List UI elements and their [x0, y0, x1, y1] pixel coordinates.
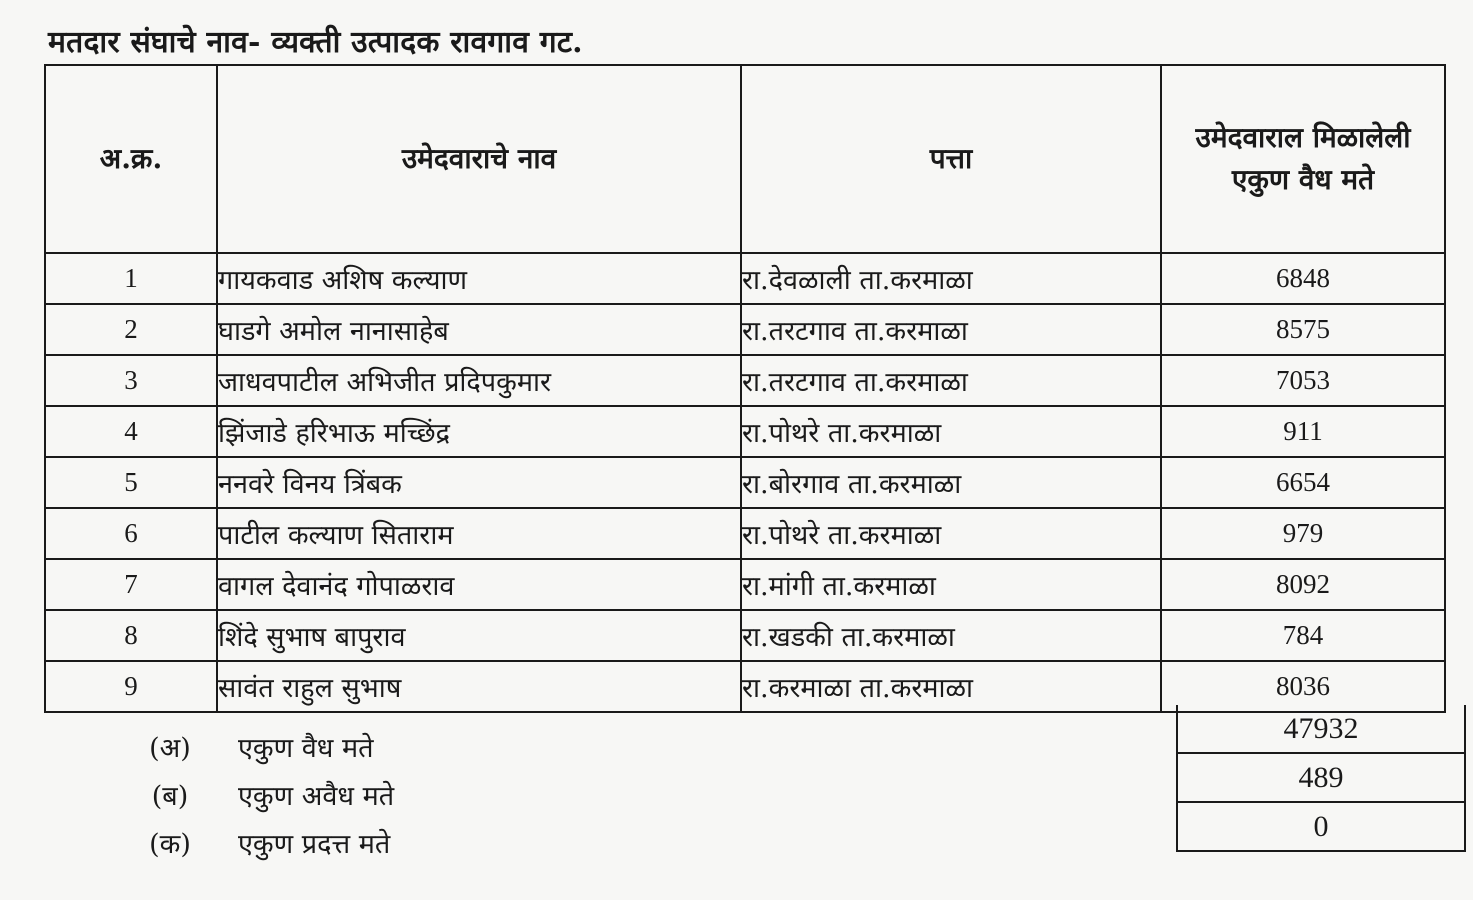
candidate-name-cell: सावंत राहुल सुभाष [217, 661, 741, 712]
serial-cell: 1 [45, 253, 217, 304]
constituency-title: मतदार संघाचे नाव- व्यक्ती उत्पादक रावगाव गट. [48, 25, 583, 60]
table-row [45, 253, 1445, 304]
total-valid-votes: 47932 [1177, 705, 1465, 753]
votes-cell: 8575 [1161, 304, 1445, 355]
votes-cell: 8092 [1161, 559, 1445, 610]
votes-cell: 8036 [1161, 661, 1445, 712]
header-candidate-name: उमेदवाराचे नाव [217, 65, 741, 253]
votes-cell: 979 [1161, 508, 1445, 559]
votes-cell: 784 [1161, 610, 1445, 661]
serial-cell: 3 [45, 355, 217, 406]
summary-label: एकुण अवैध मते [238, 780, 395, 812]
address-cell: रा.पोथरे ता.करमाळा [741, 508, 1161, 559]
address-cell: रा.तरटगाव ता.करमाळा [741, 304, 1161, 355]
candidate-name-cell: शिंदे सुभाष बापुराव [217, 610, 741, 661]
serial-cell: 7 [45, 559, 217, 610]
serial-cell: 8 [45, 610, 217, 661]
address-cell: रा.देवळाली ता.करमाळा [741, 253, 1161, 304]
header-valid-votes: उमेदवाराल मिळालेली एकुण वैध मते [1161, 65, 1445, 253]
table-row [45, 355, 1445, 406]
candidate-name-cell: जाधवपाटील अभिजीत प्रदिपकुमार [217, 355, 741, 406]
serial-cell: 6 [45, 508, 217, 559]
serial-cell: 4 [45, 406, 217, 457]
candidate-name-cell: घाडगे अमोल नानासाहेब [217, 304, 741, 355]
header-row [45, 65, 1445, 253]
summary-code: (अ) [149, 732, 191, 764]
votes-cell: 911 [1161, 406, 1445, 457]
address-cell: रा.मांगी ता.करमाळा [741, 559, 1161, 610]
candidate-name-cell: झिंजाडे हरिभाऊ मच्छिंद्र [217, 406, 741, 457]
summary-label: एकुण प्रदत्त मते [238, 828, 391, 860]
total-row [1177, 802, 1465, 851]
summary-code: (ब) [151, 780, 189, 812]
total-row [1177, 753, 1465, 802]
summary-row-tendered [110, 818, 394, 866]
totals-table [1176, 705, 1466, 852]
serial-cell: 2 [45, 304, 217, 355]
table-row [45, 559, 1445, 610]
candidate-name-cell: ननवरे विनय त्रिंबक [217, 457, 741, 508]
table-row [45, 457, 1445, 508]
table-row [45, 406, 1445, 457]
address-cell: रा.तरटगाव ता.करमाळा [741, 355, 1161, 406]
serial-cell: 5 [45, 457, 217, 508]
address-cell: रा.बोरगाव ता.करमाळा [741, 457, 1161, 508]
candidate-name-cell: वागल देवानंद गोपाळराव [217, 559, 741, 610]
serial-cell: 9 [45, 661, 217, 712]
header-serial: अ.क्र. [45, 65, 217, 253]
address-cell: रा.खडकी ता.करमाळा [741, 610, 1161, 661]
votes-cell: 6654 [1161, 457, 1445, 508]
table-row [45, 610, 1445, 661]
total-tendered-votes: 0 [1177, 802, 1465, 851]
address-cell: रा.पोथरे ता.करमाळा [741, 406, 1161, 457]
table-row [45, 508, 1445, 559]
votes-cell: 7053 [1161, 355, 1445, 406]
votes-cell: 6848 [1161, 253, 1445, 304]
summary-row-invalid [110, 770, 394, 818]
candidate-name-cell: गायकवाड अशिष कल्याण [217, 253, 741, 304]
total-invalid-votes: 489 [1177, 753, 1465, 802]
summary-row-valid [110, 722, 394, 770]
summary-label: एकुण वैध मते [238, 732, 374, 764]
table-row [45, 304, 1445, 355]
total-row [1177, 705, 1465, 753]
summary-code: (क) [149, 828, 191, 860]
summary-labels [110, 722, 394, 866]
address-cell: रा.करमाळा ता.करमाळा [741, 661, 1161, 712]
candidate-name-cell: पाटील कल्याण सिताराम [217, 508, 741, 559]
results-table [44, 64, 1446, 713]
header-address: पत्ता [741, 65, 1161, 253]
